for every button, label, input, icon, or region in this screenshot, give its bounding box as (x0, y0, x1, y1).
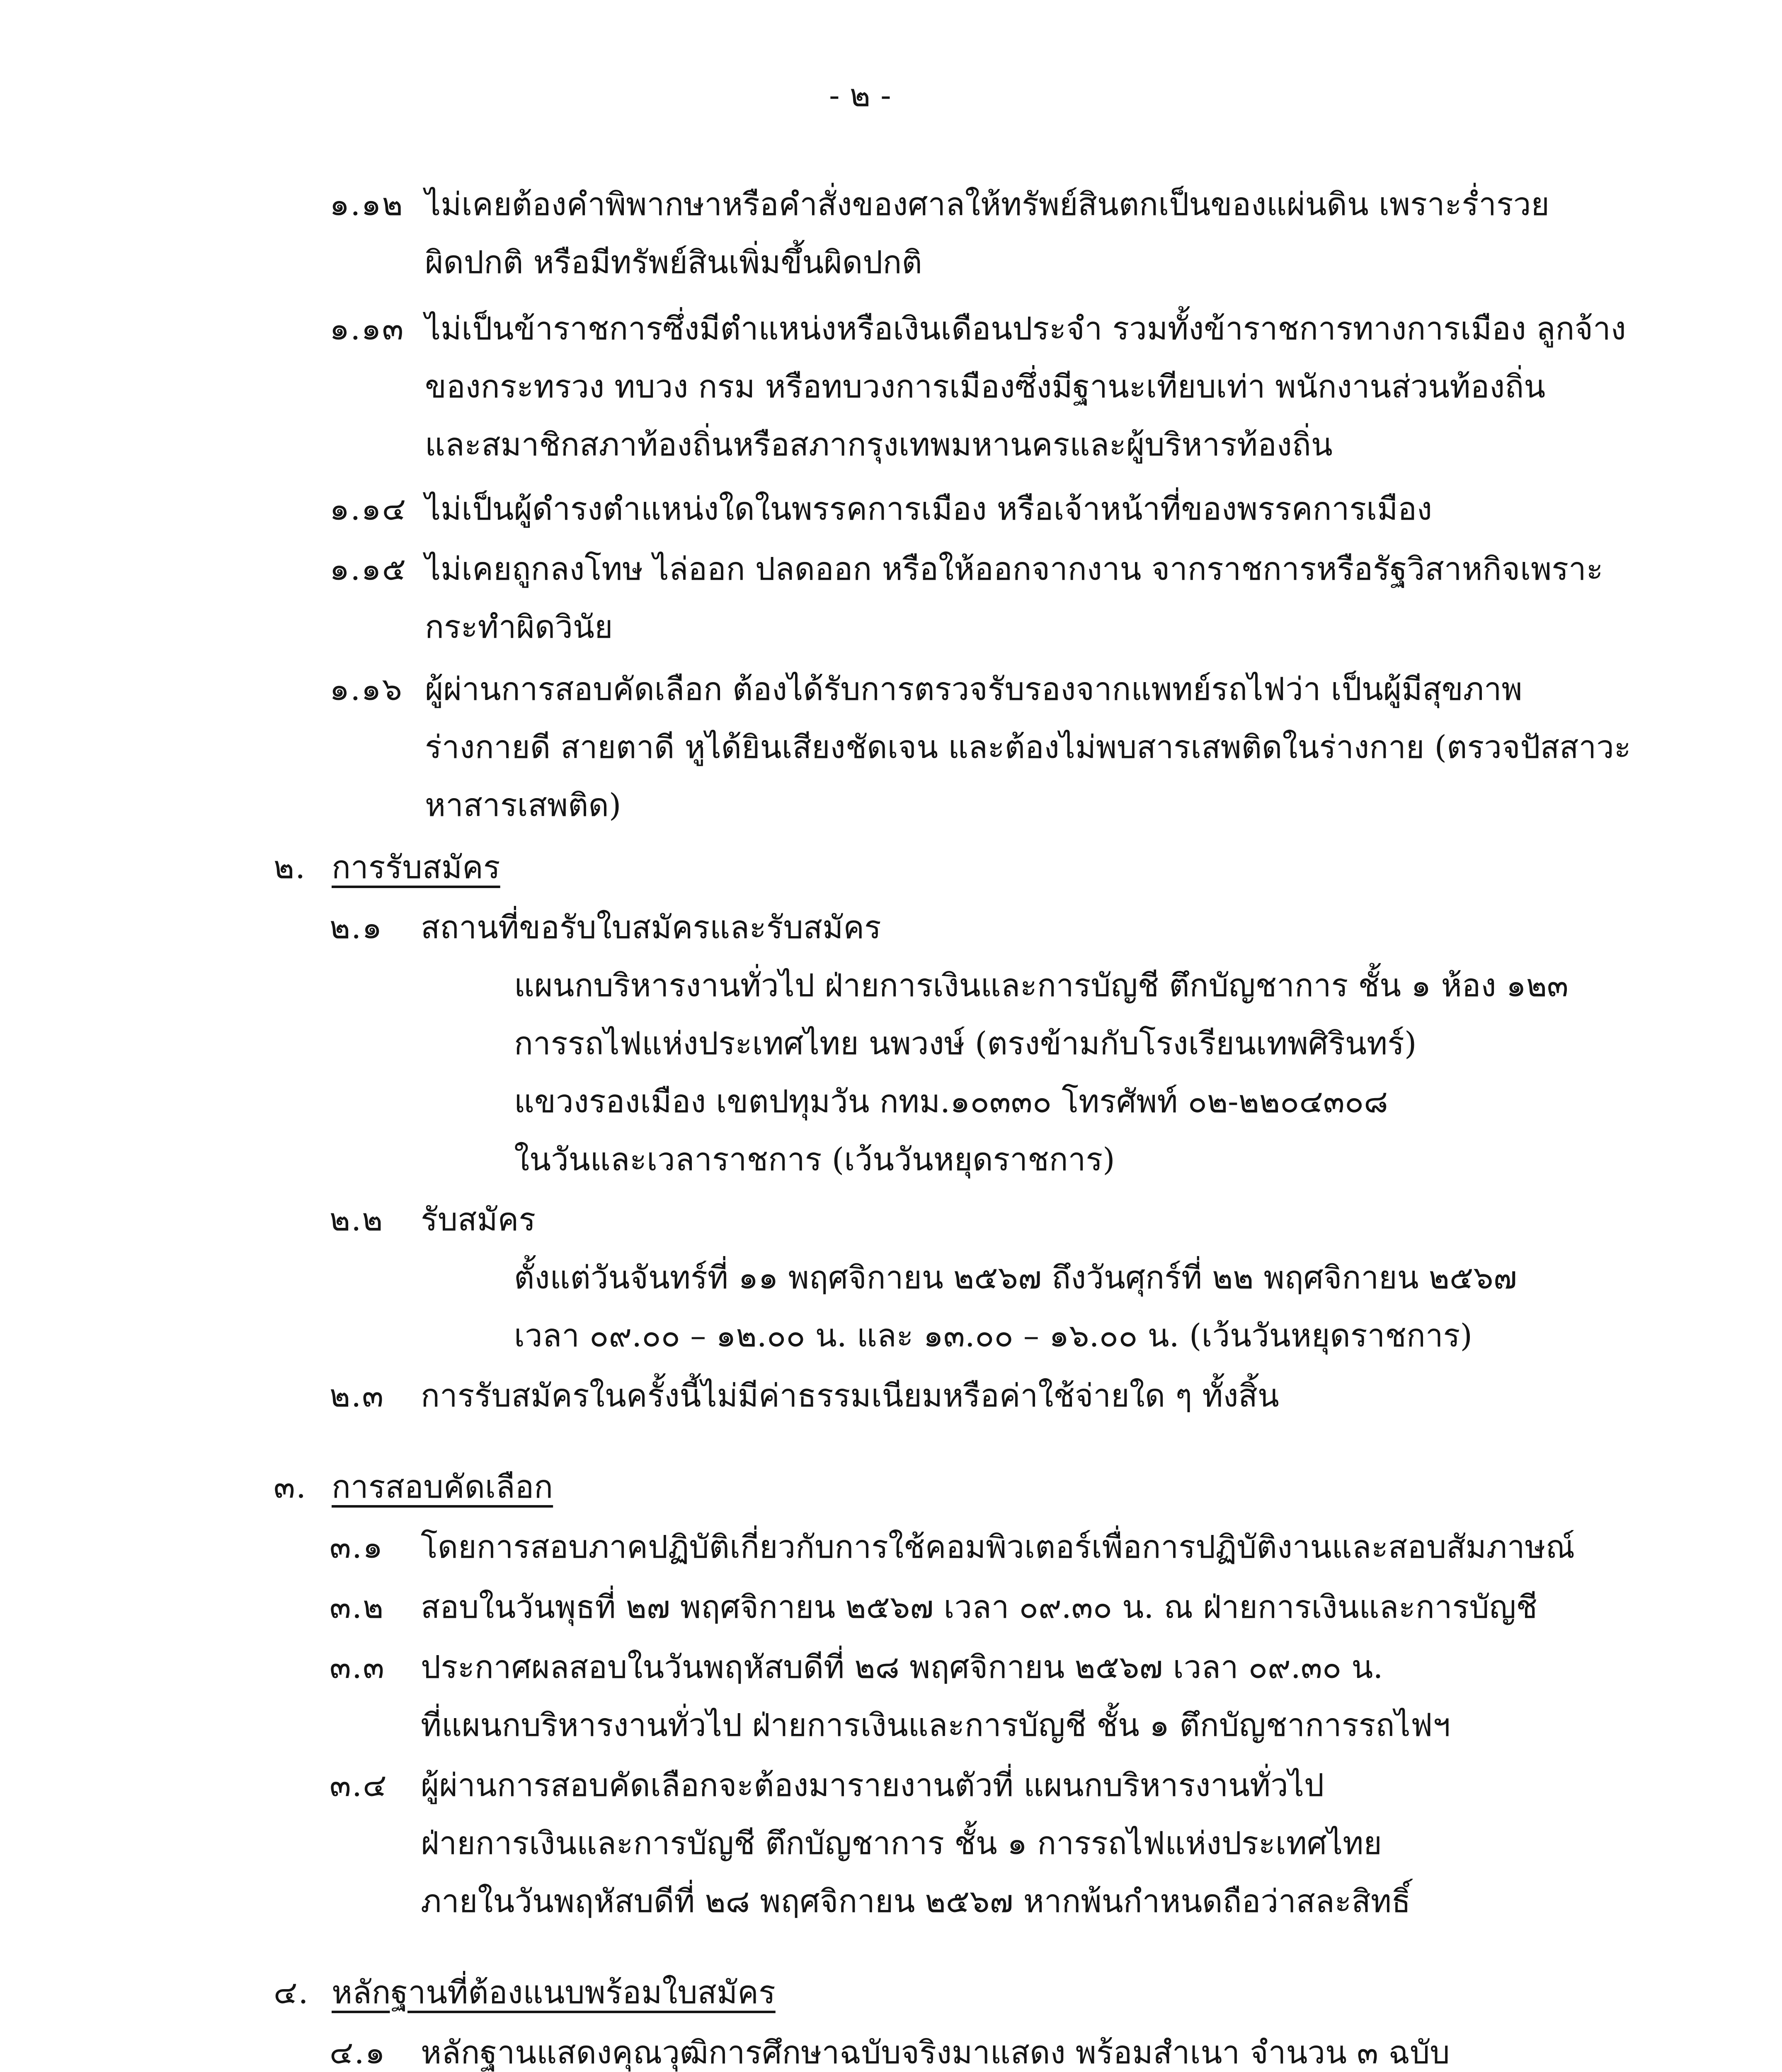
item-text: สถานที่ขอรับใบสมัครและรับสมัคร (421, 909, 881, 946)
item-text: ฝ่ายการเงินและการบัญชี ตึกบัญชาการ ชั้น ๑ การรถไฟแห่งประเทศไทย (421, 1825, 1382, 1861)
item-detail: การรถไฟแห่งประเทศไทย นพวงษ์ (ตรงข้ามกับโรงเรียนเทพศิรินทร์) (514, 1025, 1417, 1062)
item-number: ๔.๑ (330, 2034, 386, 2071)
item-number: ๑.๑๔ (330, 490, 407, 527)
section-title: หลักฐานที่ต้องแนบพร้อมใบสมัคร (332, 1974, 776, 2011)
item-number: ๑.๑๒ (330, 186, 404, 223)
item-detail: แขวงรองเมือง เขตปทุมวัน กทม.๑๐๓๓๐ โทรศัพท์ ๐๒-๒๒๐๔๓๐๘ (514, 1083, 1388, 1120)
page-number: - ๒ - (829, 77, 891, 114)
item-text: ประกาศผลสอบในวันพฤหัสบดีที่ ๒๘ พฤศจิกายน ๒๕๖๗ เวลา ๐๙.๓๐ น. (421, 1648, 1383, 1685)
section-title: การสอบคัดเลือก (332, 1468, 553, 1505)
item-number: ๑.๑๓ (330, 310, 405, 347)
item-text: หลักฐานแสดงคุณวุฒิการศึกษาฉบับจริงมาแสดง พร้อมสำเนา จำนวน ๓ ฉบับ (421, 2034, 1450, 2071)
item-number: ๑.๑๕ (330, 550, 407, 587)
item-text: ไม่เคยต้องคำพิพากษาหรือคำสั่งของศาลให้ทรัพย์สินตกเป็นของแผ่นดิน เพราะร่ำรวย (425, 186, 1549, 223)
item-text: ไม่เคยถูกลงโทษ ไล่ออก ปลดออก หรือให้ออกจากงาน จากราชการหรือรัฐวิสาหกิจเพราะ (425, 550, 1603, 587)
section-number: ๓. (274, 1468, 307, 1505)
item-number: ๑.๑๖ (330, 670, 403, 707)
section-title: การรับสมัคร (332, 849, 500, 886)
item-text: ไม่เป็นข้าราชการซึ่งมีตำแหน่งหรือเงินเดือนประจำ รวมทั้งข้าราชการทางการเมือง ลูกจ้าง (425, 310, 1626, 347)
item-text: ผิดปกติ หรือมีทรัพย์สินเพิ่มขึ้นผิดปกติ (425, 244, 922, 281)
item-number: ๒.๒ (330, 1201, 384, 1238)
item-detail: แผนกบริหารงานทั่วไป ฝ่ายการเงินและการบัญชี ตึกบัญชาการ ชั้น ๑ ห้อง ๑๒๓ (514, 967, 1569, 1004)
item-number: ๒.๑ (330, 909, 383, 946)
section-number: ๔. (274, 1974, 309, 2011)
item-text: และสมาชิกสภาท้องถิ่นหรือสภากรุงเทพมหานครและผู้บริหารท้องถิ่น (425, 426, 1333, 463)
item-detail: ในวันและเวลาราชการ (เว้นวันหยุดราชการ) (514, 1141, 1115, 1178)
item-text: ผู้ผ่านการสอบคัดเลือกจะต้องมารายงานตัวที่ แผนกบริหารงานทั่วไป (421, 1767, 1324, 1803)
item-number: ๒.๓ (330, 1377, 385, 1414)
item-text: สอบในวันพุธที่ ๒๗ พฤศจิกายน ๒๕๖๗ เวลา ๐๙.๓๐ น. ณ ฝ่ายการเงินและการบัญชี (421, 1588, 1537, 1625)
item-text: โดยการสอบภาคปฏิบัติเกี่ยวกับการใช้คอมพิวเตอร์เพื่อการปฏิบัติงานและสอบสัมภาษณ์ (421, 1528, 1575, 1565)
item-text: ที่แผนกบริหารงานทั่วไป ฝ่ายการเงินและการบัญชี ชั้น ๑ ตึกบัญชาการรถไฟฯ (421, 1706, 1451, 1743)
item-text: ไม่เป็นผู้ดำรงตำแหน่งใดในพรรคการเมือง หรือเจ้าหน้าที่ของพรรคการเมือง (425, 490, 1432, 527)
item-number: ๓.๒ (330, 1588, 385, 1625)
item-text: ภายในวันพฤหัสบดีที่ ๒๘ พฤศจิกายน ๒๕๖๗ หากพ้นกำหนดถือว่าสละสิทธิ์ (421, 1883, 1411, 1920)
item-text: รับสมัคร (421, 1201, 536, 1238)
item-number: ๓.๔ (330, 1767, 388, 1803)
item-text: การรับสมัครในครั้งนี้ไม่มีค่าธรรมเนียมหรือค่าใช้จ่ายใด ๆ ทั้งสิ้น (421, 1377, 1279, 1414)
item-text: กระทำผิดวินัย (425, 608, 613, 645)
item-text: ของกระทรวง ทบวง กรม หรือทบวงการเมืองซึ่งมีฐานะเทียบเท่า พนักงานส่วนท้องถิ่น (425, 368, 1546, 405)
item-text: ร่างกายดี สายตาดี หูได้ยินเสียงชัดเจน และต้องไม่พบสารเสพติดในร่างกาย (ตรวจปัสสาวะ (425, 729, 1631, 765)
item-number: ๓.๑ (330, 1528, 384, 1565)
item-detail: เวลา ๐๙.๐๐ – ๑๒.๐๐ น. และ ๑๓.๐๐ – ๑๖.๐๐ น. (เว้นวันหยุดราชการ) (514, 1317, 1472, 1354)
item-detail: ตั้งแต่วันจันทร์ที่ ๑๑ พฤศจิกายน ๒๕๖๗ ถึงวันศุกร์ที่ ๒๒ พฤศจิกายน ๒๕๖๗ (514, 1259, 1517, 1296)
item-number: ๓.๓ (330, 1648, 385, 1685)
section-number: ๒. (274, 849, 306, 886)
item-text: หาสารเสพติด) (425, 787, 621, 823)
item-text: ผู้ผ่านการสอบคัดเลือก ต้องได้รับการตรวจรับรองจากแพทย์รถไฟว่า เป็นผู้มีสุขภาพ (425, 670, 1523, 707)
